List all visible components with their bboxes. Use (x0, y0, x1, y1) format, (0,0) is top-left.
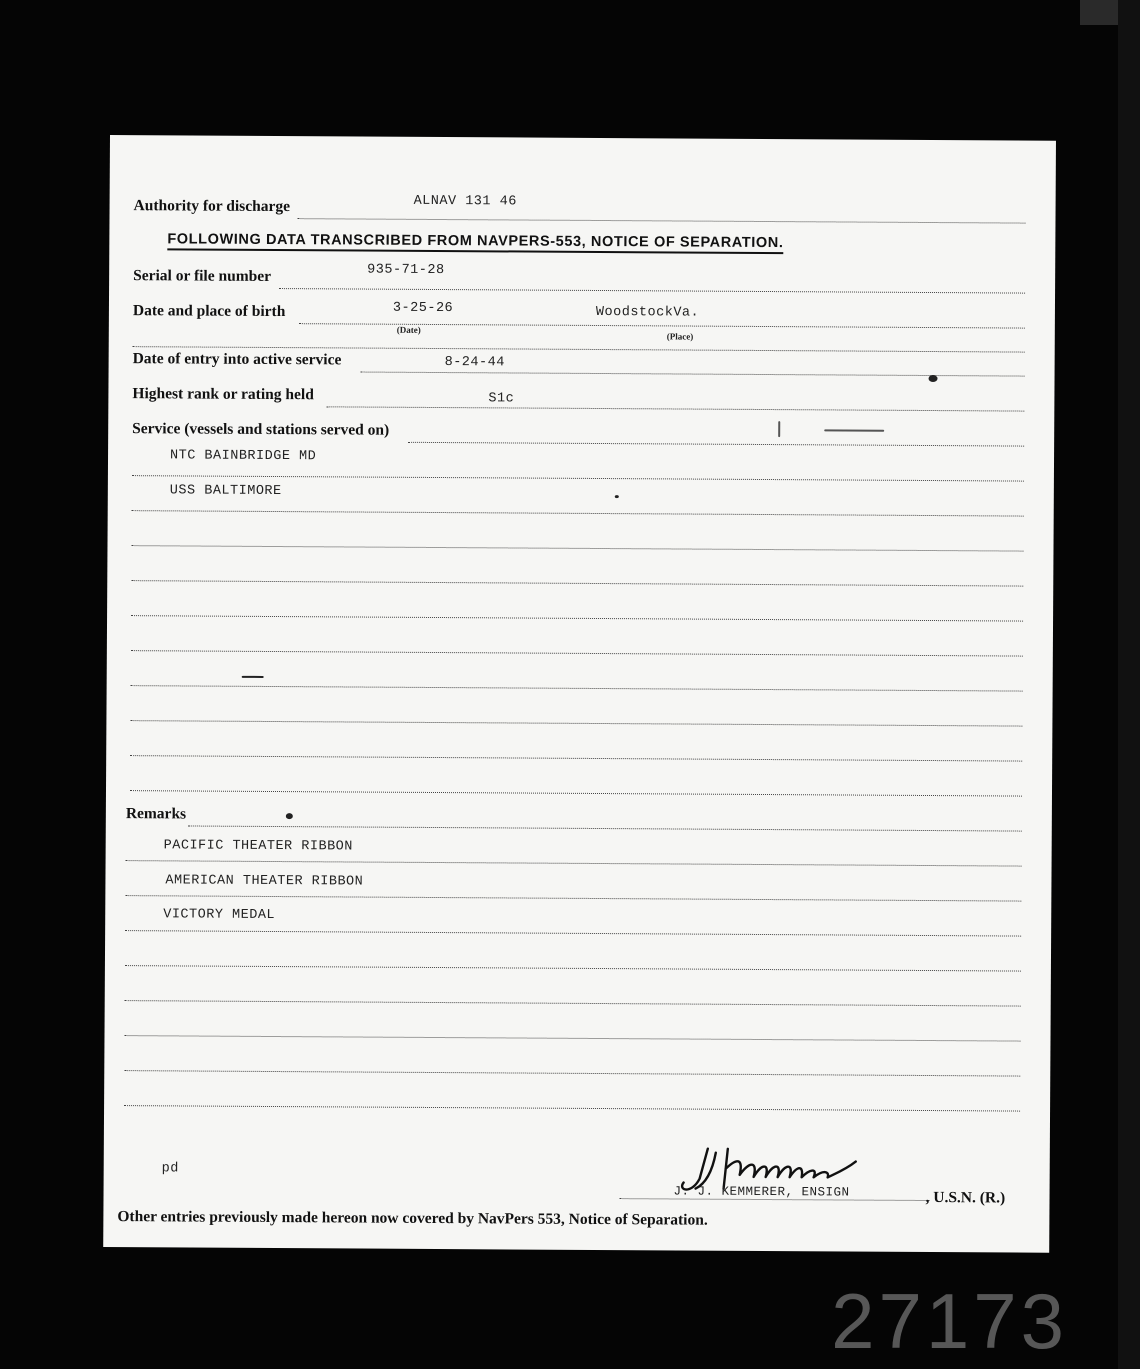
place-caption: (Place) (666, 331, 694, 342)
serial-value: 935-71-28 (367, 262, 445, 279)
service-label: Service (vessels and stations served on) (132, 420, 390, 439)
rank-label: Highest rank or rating held (132, 385, 314, 404)
entry-dotted-line (361, 372, 1025, 377)
clerk-initials: pd (161, 1161, 179, 1177)
date-caption: (Date) (396, 324, 421, 335)
remarks-entry-1: PACIFIC THEATER RIBBON (163, 838, 353, 855)
authority-dotted-line (297, 218, 1025, 223)
remarks-line-2 (125, 895, 1021, 901)
footer-note: Other entries previously made hereon now covered by NavPers 553, Notice of Separation. (117, 1208, 708, 1229)
remarks-line-4 (125, 965, 1021, 971)
birth-place-value: WoodstockVa. (595, 304, 700, 321)
service-line-8 (130, 720, 1022, 726)
remarks-dotted-line (188, 825, 1022, 831)
remarks-line-1 (126, 860, 1022, 866)
service-dotted-line (408, 442, 1024, 447)
remarks-entry-3: VICTORY MEDAL (163, 907, 276, 924)
service-line-10 (130, 790, 1022, 796)
entry-value: 8-24-44 (444, 355, 505, 371)
serial-label: Serial or file number (133, 267, 272, 285)
film-specks (110, 135, 1056, 141)
remarks-line-6 (124, 1035, 1020, 1041)
entry-label: Date of entry into active service (132, 350, 342, 369)
authority-label: Authority for discharge (133, 197, 291, 216)
service-branch: , U.S.N. (R.) (925, 1189, 1006, 1207)
remarks-label: Remarks (125, 805, 187, 823)
service-line-4 (131, 580, 1023, 586)
service-line-7 (131, 685, 1023, 691)
film-edge-right (1118, 0, 1140, 1369)
remarks-entry-2: AMERICAN THEATER RIBBON (165, 873, 364, 890)
service-line-1 (132, 475, 1024, 481)
service-line-9 (130, 755, 1022, 761)
serial-dotted-line (279, 288, 1025, 294)
service-line-5 (131, 615, 1023, 621)
remarks-line-3 (125, 930, 1021, 936)
authority-value: ALNAV 131 46 (413, 193, 517, 210)
service-entry-1: NTC BAINBRIDGE MD (169, 448, 317, 465)
birth-label: Date and place of birth (132, 302, 286, 321)
remarks-line-5 (125, 1000, 1021, 1006)
service-line-3 (131, 545, 1023, 551)
service-line-2 (132, 510, 1024, 516)
signer-name: J. J. KEMMERER, ENSIGN (673, 1184, 850, 1200)
birth-date-value: 3-25-26 (392, 300, 454, 317)
rank-dotted-line (326, 406, 1024, 411)
remarks-line-7 (124, 1070, 1020, 1076)
discharge-record-page (103, 135, 1056, 1253)
rank-value: S1c (488, 391, 515, 407)
transcription-banner: FOLLOWING DATA TRANSCRIBED FROM NAVPERS-553, NOTICE OF SEPARATION. (167, 231, 783, 254)
remarks-line-8 (124, 1105, 1020, 1111)
service-entry-2: USS BALTIMORE (169, 483, 282, 500)
archive-stamp-number: 27173 (831, 1277, 1068, 1365)
service-line-6 (131, 650, 1023, 656)
